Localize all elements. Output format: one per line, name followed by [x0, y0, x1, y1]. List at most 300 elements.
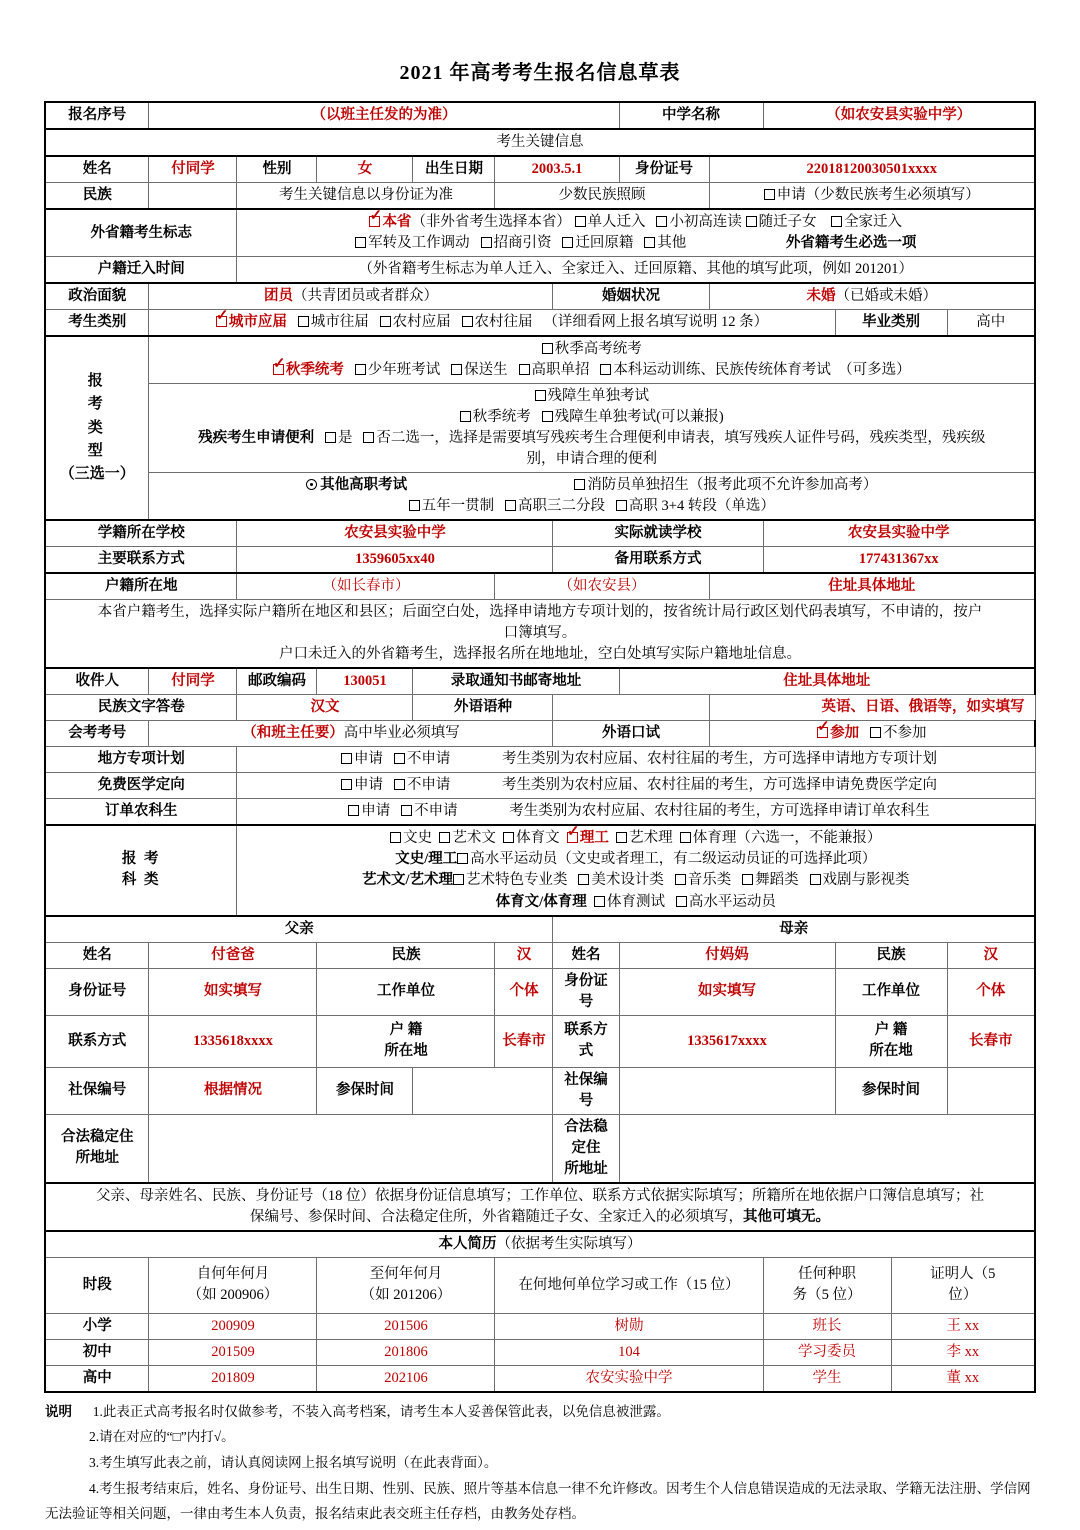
father-header: 父亲: [45, 916, 553, 943]
checkbox-quanjia[interactable]: [831, 216, 842, 227]
ethnicity-note: 考生关键信息以身份证为准: [237, 183, 495, 210]
checkbox-tiyuli[interactable]: [680, 832, 691, 843]
label-id-number: 身份证号: [619, 156, 709, 183]
father-hukou-line1: 户 籍: [389, 1022, 423, 1039]
exam-type-char-4: 型: [87, 442, 107, 459]
value-name[interactable]: 付同学: [149, 156, 237, 183]
resume-col-from-line1: 自何年何月: [196, 1266, 270, 1283]
checkbox-firefighter-admission[interactable]: [574, 479, 585, 490]
label-father-name: 姓名: [45, 942, 149, 968]
subject-line1: [241, 828, 1030, 849]
exam-type-b2-line3: [153, 428, 1030, 449]
checkbox-rural-current[interactable]: [380, 316, 391, 327]
resume-header-note: （依据考生实际填写）: [496, 1235, 642, 1252]
label-disability-convenience: 残疾考生申请便利: [198, 430, 315, 447]
value-father-insure-time[interactable]: [413, 1067, 553, 1114]
resume-position[interactable]: 学生: [763, 1365, 891, 1392]
label-hukou-location: 户籍所在地: [45, 573, 237, 600]
table-row: [45, 1313, 1035, 1339]
value-main-contact[interactable]: 1359605xx40: [237, 547, 553, 574]
option-art-specialty: 艺术特色专业类: [466, 872, 568, 889]
value-hukou-city[interactable]: （如长春市）: [237, 573, 495, 600]
checkbox-suiqian[interactable]: [746, 216, 757, 227]
footer-note-1: 1.此表正式高考报名时仅做参考，不装入高考档案，请考生本人妥善保管此表，以免信息被泄露。: [92, 1403, 670, 1419]
row-free-medical: [45, 773, 1035, 799]
value-serial[interactable]: （以班主任发的为准）: [149, 102, 619, 129]
value-id-number[interactable]: 22018120030501xxxx: [709, 156, 1035, 183]
value-postcode[interactable]: 130051: [317, 668, 413, 695]
value-hukou-county[interactable]: （如农安县）: [495, 573, 709, 600]
label-registered-school: 学籍所在学校: [45, 520, 237, 547]
checkbox-rural-past[interactable]: [462, 316, 473, 327]
exam-type-b2-line1: [153, 386, 1030, 407]
label-school-name: 中学名称: [619, 102, 763, 129]
label-free-medical: 免费医学定向: [45, 773, 237, 799]
label-answer-language: 民族文字答卷: [45, 695, 237, 721]
checkbox-tiyuwen[interactable]: [503, 832, 514, 843]
resume-col-from: [149, 1257, 317, 1313]
resume-place[interactable]: 104: [495, 1339, 763, 1365]
checkbox-local-apply[interactable]: [341, 753, 352, 764]
label-mother-legal-address: [553, 1114, 619, 1183]
row-hukou-location: [45, 573, 1035, 600]
option-tiyuwen: 体育文: [516, 830, 560, 847]
checkbox-convenience-no[interactable]: [363, 432, 374, 443]
parents-note-block: [45, 1183, 1035, 1231]
checkbox-qianhui[interactable]: [562, 237, 573, 248]
free-medical-note: 考生类别为农村应届、农村往届的考生，方可选择申请免费医学定向: [502, 777, 937, 794]
option-vocational-32: 高职三二分段: [518, 498, 606, 515]
checkbox-youth-class[interactable]: [355, 364, 366, 375]
checkbox-local-not-apply[interactable]: [394, 753, 405, 764]
value-father-legal-address[interactable]: [149, 1114, 553, 1183]
minority-apply-label: 申请（少数民族考生必须填写）: [776, 187, 980, 204]
option-agri-not-apply: 不申请: [414, 803, 458, 820]
resume-col-position-line2: 务（5 位）: [792, 1287, 862, 1304]
value-mother-ethnic[interactable]: 汉: [947, 942, 1035, 968]
political-status-note: （共青团员或者群众）: [292, 288, 438, 305]
footer-note-1-wrap: [45, 1399, 1035, 1425]
option-city-past: 城市往届: [310, 314, 369, 331]
option-convenience-yes: 是: [338, 430, 353, 447]
father-hukou-line2: 所在地: [384, 1043, 428, 1060]
minority-apply-option[interactable]: [709, 183, 1035, 210]
label-huikao-number: 会考考号: [45, 721, 149, 747]
checkbox-vocational-32[interactable]: [505, 500, 516, 511]
checkbox-medical-apply[interactable]: [341, 779, 352, 790]
resume-col-from-line2: （如 200906）: [187, 1287, 279, 1304]
value-birthdate[interactable]: 2003.5.1: [495, 156, 619, 183]
mother-legal-addr-line1: 合法稳定住: [564, 1118, 608, 1156]
checkbox-wenshi[interactable]: [390, 832, 401, 843]
exam-type-b2-line4: 别，申请合理的便利: [526, 451, 657, 468]
exam-type-char-2: 考: [87, 396, 107, 413]
label-mother-name: 姓名: [553, 942, 619, 968]
minority-apply-checkbox[interactable]: [764, 189, 775, 200]
checkbox-recommended[interactable]: [451, 364, 462, 375]
option-zhaoshang: 招商引资: [493, 235, 552, 252]
label-mother-social-id: 社保编号: [553, 1067, 619, 1114]
mother-header: 母亲: [553, 916, 1035, 943]
page-title: 2021 年高考考生报名信息草表: [399, 62, 681, 84]
subject-line4: [241, 892, 1030, 913]
value-recipient[interactable]: 付同学: [149, 668, 237, 695]
option-convenience-no: 否: [376, 430, 391, 447]
value-political-status[interactable]: [149, 283, 553, 310]
label-out-of-province: 外省籍考生标志: [45, 209, 237, 257]
checkbox-b2-disabled-exam[interactable]: [542, 411, 553, 422]
resume-place[interactable]: 农安实验中学: [495, 1365, 763, 1392]
huikao-black-note: 高中毕业必须填写: [343, 725, 460, 742]
resume-witness[interactable]: 王 xx: [891, 1313, 1035, 1339]
value-ethnicity[interactable]: [149, 183, 237, 210]
option-oral-attend: 参加: [830, 725, 860, 742]
footer-note-4-line2: 无法验证等相关问题，一律由考生本人负责，报名结束此表交班主任存档，由教务处存档。: [45, 1506, 585, 1522]
label-father-hukou: [317, 1015, 495, 1067]
option-disabled-separate-exam: 残障生单独考试: [547, 388, 649, 405]
value-mother-insure-time[interactable]: [947, 1067, 1035, 1114]
value-mother-id[interactable]: 如实填写: [619, 968, 835, 1015]
order-agriculture-options[interactable]: [237, 799, 1035, 826]
checkbox-benshebg[interactable]: [369, 216, 380, 227]
label-marital-status: 婚姻状况: [553, 283, 709, 310]
option-agri-apply: 申请: [361, 803, 391, 820]
resume-col-witness: [891, 1257, 1035, 1313]
exam-type-char-3: 类: [87, 419, 107, 436]
resume-to[interactable]: 202106: [317, 1365, 495, 1392]
subject-line3-prefix: 艺术文/艺术理: [361, 872, 454, 889]
checkbox-vocational-single[interactable]: [519, 364, 530, 375]
resume-col-position-line1: 任何种职: [798, 1266, 857, 1283]
option-qita: 其他: [657, 235, 687, 252]
row-parents-contact: [45, 1015, 1035, 1067]
row-student-name: [45, 156, 1035, 183]
value-mother-name[interactable]: 付妈妈: [619, 942, 835, 968]
footer-label: 说明: [45, 1403, 72, 1419]
firefighter-note: （报考此项不允许参加高考）: [688, 477, 878, 494]
candidate-category-options[interactable]: [149, 310, 835, 337]
label-mailing-address: 录取通知书邮寄地址: [413, 668, 619, 695]
row-answer-language: [45, 695, 1035, 721]
checkbox-art-specialty[interactable]: [453, 874, 464, 885]
value-father-ethnic[interactable]: 汉: [495, 942, 553, 968]
resume-header-title: 本人简历: [438, 1235, 497, 1252]
resume-place[interactable]: 树勋: [495, 1313, 763, 1339]
exam-type-block-2[interactable]: [149, 384, 1035, 473]
footer-note-4-line1: 4.考生报考结束后，姓名、身份证号、出生日期、性别、民族、照片等基本信息一律不允许修改。因考生个人信息错误造成的无法录取、学籍无法注册、学信网: [89, 1480, 1031, 1496]
checkbox-autumn-tongkao[interactable]: [273, 364, 284, 375]
resume-col-to-line2: （如 201206）: [360, 1287, 452, 1304]
mother-hukou-line1: 户 籍: [874, 1022, 908, 1039]
label-candidate-category: 考生类别: [45, 310, 149, 337]
option-vocational-34: 高职 3+4 转段: [628, 498, 717, 515]
radio-other-vocational-exam[interactable]: [306, 479, 317, 490]
resume-from[interactable]: 200909: [149, 1313, 317, 1339]
checkbox-agri-not-apply[interactable]: [401, 805, 412, 816]
free-medical-options[interactable]: [237, 773, 1035, 799]
checkbox-convenience-yes[interactable]: [325, 432, 336, 443]
checkbox-xiaochugao[interactable]: [656, 216, 667, 227]
checkbox-oral-not-attend[interactable]: [870, 727, 881, 738]
parents-note-line2: [50, 1207, 1030, 1228]
row-parents-header: [45, 916, 1035, 943]
resume-stage: 高中: [45, 1365, 149, 1392]
resume-col-witness-line1: 证明人（5: [930, 1266, 996, 1283]
resume-stage: 小学: [45, 1313, 149, 1339]
exam-type-b3-line1: [153, 475, 1030, 496]
value-mother-contact[interactable]: 1335617xxxx: [619, 1015, 835, 1067]
subject-line4-prefix: 体育文/体育理: [495, 893, 587, 910]
value-hukou-move-time[interactable]: （外省籍考生标志为单人迁入、全家迁入、迁回原籍、其他的填写此项，例如 201201）: [237, 257, 1035, 284]
checkbox-city-past[interactable]: [298, 316, 309, 327]
resume-header: [45, 1231, 1035, 1258]
parents-note-line1: 父亲、母亲姓名、民族、身份证号（18 位）依据身份证信息填写；工作单位、联系方式依据实际填写；所籍所在地依据户口簿信息填写；社: [95, 1187, 985, 1204]
subject-line3: [241, 870, 1030, 891]
label-name: 姓名: [45, 156, 149, 183]
label-serial: 报名序号: [45, 102, 149, 129]
option-wenshi: 文史: [403, 830, 433, 847]
option-high-level-athlete-1: 高水平运动员: [470, 851, 558, 868]
footer-note-3: 3.考生填写此表之前，请认真阅读网上报名填写说明（在此表背面）。: [89, 1455, 498, 1471]
footer-notes: [45, 1399, 1035, 1527]
resume-to[interactable]: 201506: [317, 1313, 495, 1339]
value-hukou-address[interactable]: 住址具体地址: [709, 573, 1035, 600]
value-father-name[interactable]: 付爸爸: [149, 942, 317, 968]
checkbox-zhaoshang[interactable]: [481, 237, 492, 248]
label-mother-hukou: [835, 1015, 947, 1067]
value-backup-contact[interactable]: 177431367xx: [763, 547, 1035, 574]
subject-line2: [241, 849, 1030, 870]
option-high-level-athlete-2: 高水平运动员: [688, 893, 776, 910]
checkbox-junzhuan[interactable]: [355, 237, 366, 248]
row-parents-social: [45, 1067, 1035, 1114]
huikao-red-note: （和班主任要）: [242, 725, 344, 742]
checkbox-disabled-separate-exam[interactable]: [535, 390, 546, 401]
row-hukou-move-time: [45, 257, 1035, 284]
hukou-note-line1: 本省户籍考生，选择实际户籍所在地区和县区；后面空白处，选择申请地方专项计划的，按省统计局行政区划代码表填写，不申请的，按户: [97, 604, 983, 621]
value-answer-language[interactable]: 汉文: [237, 695, 413, 721]
label-father-ethnic: 民族: [317, 942, 495, 968]
exam-type-b1-line2: [153, 360, 1030, 381]
option-sports-test: 体育测试: [606, 893, 665, 910]
label-father-contact: 联系方式: [45, 1015, 149, 1067]
checkbox-oral-attend[interactable]: [817, 727, 828, 738]
disability-convenience-tail: 二选一，选择是需要填写残疾考生合理便利申请表，填写残疾人证件号码，残疾类型，残疾级: [390, 430, 986, 447]
label-exam-type: [45, 336, 149, 520]
value-marital-status[interactable]: [709, 283, 1035, 310]
row-key-info-header: [45, 129, 1035, 156]
checkbox-fine-art-design[interactable]: [578, 874, 589, 885]
row-contacts: [45, 547, 1035, 574]
option-five-year: 五年一贯制: [421, 498, 495, 515]
value-huikao-number[interactable]: [149, 721, 553, 747]
value-father-id[interactable]: 如实填写: [149, 968, 317, 1015]
exam-type-block-3[interactable]: [149, 473, 1035, 521]
table-row: [45, 1365, 1035, 1392]
label-father-work-unit: 工作单位: [317, 968, 495, 1015]
label-oral-test: 外语口试: [553, 721, 709, 747]
value-mother-work-unit[interactable]: 个体: [947, 968, 1035, 1015]
value-father-contact[interactable]: 1335618xxxx: [149, 1015, 317, 1067]
checkbox-drama-film[interactable]: [810, 874, 821, 885]
checkbox-autumn-unified-exam[interactable]: [542, 343, 553, 354]
table-row: [45, 1339, 1035, 1365]
label-local-special-plan: 地方专项计划: [45, 747, 237, 773]
exam-type-b3-note: （单选）: [716, 498, 775, 515]
value-mother-hukou[interactable]: 长春市: [947, 1015, 1035, 1067]
value-registered-school[interactable]: 农安县实验中学: [237, 520, 553, 547]
option-quanjia: 全家迁入: [844, 214, 903, 231]
row-parents-name: [45, 942, 1035, 968]
row-huikao-number: [45, 721, 1035, 747]
checkbox-medical-not-apply[interactable]: [394, 779, 405, 790]
option-other-vocational-exam: 其他高职考试: [320, 477, 408, 494]
label-ethnicity: 民族: [45, 183, 149, 210]
value-father-hukou[interactable]: 长春市: [495, 1015, 553, 1067]
option-junzhuan: 军转及工作调动: [368, 235, 470, 252]
value-gender[interactable]: 女: [317, 156, 413, 183]
label-gender: 性别: [237, 156, 317, 183]
parents-note-line2-a: 保编号、参保时间、合法稳定住所，外省籍随迁子女、全家迁入的必须填写，: [250, 1208, 743, 1225]
checkbox-b2-autumn-tongkao[interactable]: [460, 411, 471, 422]
option-qianhui: 迁回原籍: [575, 235, 634, 252]
value-foreign-language-blank[interactable]: [553, 695, 709, 721]
out-of-province-options[interactable]: [237, 209, 1035, 257]
resume-witness[interactable]: 李 xx: [891, 1339, 1035, 1365]
value-mailing-address[interactable]: 住址具体地址: [619, 668, 1035, 695]
label-mother-insure-time: 参保时间: [835, 1067, 947, 1114]
checkbox-high-level-athlete-2[interactable]: [676, 896, 687, 907]
political-status-value: 团员: [263, 288, 293, 305]
checkbox-vocational-34[interactable]: [616, 500, 627, 511]
mother-legal-addr-line2: 所地址: [564, 1160, 608, 1177]
local-special-plan-options[interactable]: [237, 747, 1035, 773]
marital-status-note: （已婚或未婚）: [835, 288, 938, 305]
resume-col-witness-line2: 位）: [948, 1287, 978, 1304]
resume-witness[interactable]: 董 xx: [891, 1365, 1035, 1392]
father-legal-addr-line1: 合法稳定住: [60, 1129, 134, 1146]
option-medical-not-apply: 不申请: [406, 777, 451, 794]
option-firefighter-admission: 消防员单独招生: [587, 477, 689, 494]
resume-from[interactable]: 201509: [149, 1339, 317, 1365]
row-hukou-note: [45, 600, 1035, 669]
value-mother-social-id[interactable]: [619, 1067, 835, 1114]
label-order-agriculture: 订单农科生: [45, 799, 237, 826]
oral-test-options[interactable]: [709, 721, 1035, 747]
label-father-id: 身份证号: [45, 968, 149, 1015]
label-backup-contact: 备用联系方式: [553, 547, 763, 574]
row-exam-type-block1: [45, 336, 1035, 384]
checkbox-yishuwen[interactable]: [439, 832, 450, 843]
option-benshebg: 本省: [382, 214, 412, 231]
option-music: 音乐类: [687, 872, 732, 889]
option-rural-current: 农村应届: [392, 314, 451, 331]
exam-type-char-1: 报: [87, 373, 107, 390]
row-parents-note: [45, 1183, 1035, 1231]
value-school-name[interactable]: （如农安县实验中学）: [763, 102, 1035, 129]
row-subject-category: [45, 825, 1035, 915]
checkbox-sports-test[interactable]: [594, 896, 605, 907]
subject-line1-note: （六选一，不能兼报）: [736, 830, 882, 847]
subject-category-label-line1: 报 考: [121, 851, 161, 868]
value-foreign-language-note[interactable]: 英语、日语、俄语等，如实填写: [709, 695, 1035, 721]
checkbox-ligong[interactable]: [567, 832, 578, 843]
exam-type-b2-line2: [153, 407, 1030, 428]
exam-type-b1-note: （可多选）: [838, 362, 911, 379]
mother-hukou-line2: 所在地: [869, 1043, 913, 1060]
candidate-category-note: （详细看网上报名填写说明 12 条）: [543, 314, 769, 331]
resume-to[interactable]: 201806: [317, 1339, 495, 1365]
row-order-agriculture: [45, 799, 1035, 826]
label-postcode: 邮政编码: [237, 668, 317, 695]
option-b2-autumn-tongkao: 秋季统考: [472, 409, 531, 426]
option-fine-art-design: 美术设计类: [591, 872, 664, 889]
value-actual-school[interactable]: 农安县实验中学: [763, 520, 1035, 547]
option-autumn-unified-exam: 秋季高考统考: [554, 341, 642, 358]
value-father-social-id[interactable]: 根据情况: [149, 1067, 317, 1114]
subject-line2-prefix: 文史/理工: [395, 851, 458, 868]
order-agriculture-note: 考生类别为农村应届、农村往届的考生，方可选择申请订单农科生: [509, 803, 930, 820]
label-father-insure-time: 参保时间: [317, 1067, 413, 1114]
label-father-social-id: 社保编号: [45, 1067, 149, 1114]
label-actual-school: 实际就读学校: [553, 520, 763, 547]
label-mother-work-unit: 工作单位: [835, 968, 947, 1015]
hukou-note-line2: 口簿填写。: [503, 625, 577, 642]
subject-category-options[interactable]: [237, 825, 1035, 915]
label-subject-category: [45, 825, 237, 915]
option-tiyuli: 体育理: [692, 830, 737, 847]
row-schools: [45, 520, 1035, 547]
value-father-work-unit[interactable]: 个体: [495, 968, 553, 1015]
value-graduation-category[interactable]: 高中: [947, 310, 1035, 337]
checkbox-city-current[interactable]: [216, 316, 227, 327]
checkbox-qita[interactable]: [644, 237, 655, 248]
resume-col-stage: 时段: [45, 1257, 149, 1313]
resume-position[interactable]: 班长: [763, 1313, 891, 1339]
checkbox-danren[interactable]: [575, 216, 586, 227]
out-of-province-line2: [241, 233, 1030, 254]
marital-status-value: 未婚: [806, 288, 836, 305]
checkbox-five-year[interactable]: [409, 500, 420, 511]
father-legal-addr-line2: 所地址: [75, 1150, 119, 1167]
checkbox-sports-training[interactable]: [600, 364, 611, 375]
checkbox-yishuli[interactable]: [616, 832, 627, 843]
option-yishuli: 艺术理: [629, 830, 673, 847]
label-mother-id: 身份证号: [553, 968, 619, 1015]
option-local-apply: 申请: [354, 751, 383, 768]
checkbox-dance[interactable]: [742, 874, 753, 885]
exam-type-block-1[interactable]: [149, 336, 1035, 384]
resume-col-place: 在何地何单位学习或工作（15 位）: [495, 1257, 763, 1313]
option-autumn-tongkao: 秋季统考: [285, 362, 344, 379]
label-graduation-category: 毕业类别: [835, 310, 947, 337]
resume-from[interactable]: 201809: [149, 1365, 317, 1392]
option-benshebg-suffix: （非外省考生选择本省）: [411, 214, 571, 231]
checkbox-music[interactable]: [675, 874, 686, 885]
option-xiaochugao: 小初高连读: [669, 214, 742, 231]
checkbox-agri-apply[interactable]: [348, 805, 359, 816]
checkbox-high-level-athlete-1[interactable]: [457, 853, 468, 864]
subject-category-label-line2: 科 类: [121, 872, 161, 889]
value-mother-legal-address[interactable]: [619, 1114, 1035, 1183]
resume-col-position: [763, 1257, 891, 1313]
out-of-province-required-note: 外省籍考生必选一项: [785, 235, 917, 252]
option-local-not-apply: 不申请: [406, 751, 451, 768]
label-mother-ethnic: 民族: [835, 942, 947, 968]
resume-position[interactable]: 学习委员: [763, 1339, 891, 1365]
hukou-note-line3: 户口未迁入的外省籍考生，选择报名所在地地址，空白处填写实际户籍地址信息。: [279, 646, 801, 663]
hukou-note-block: [45, 600, 1035, 669]
